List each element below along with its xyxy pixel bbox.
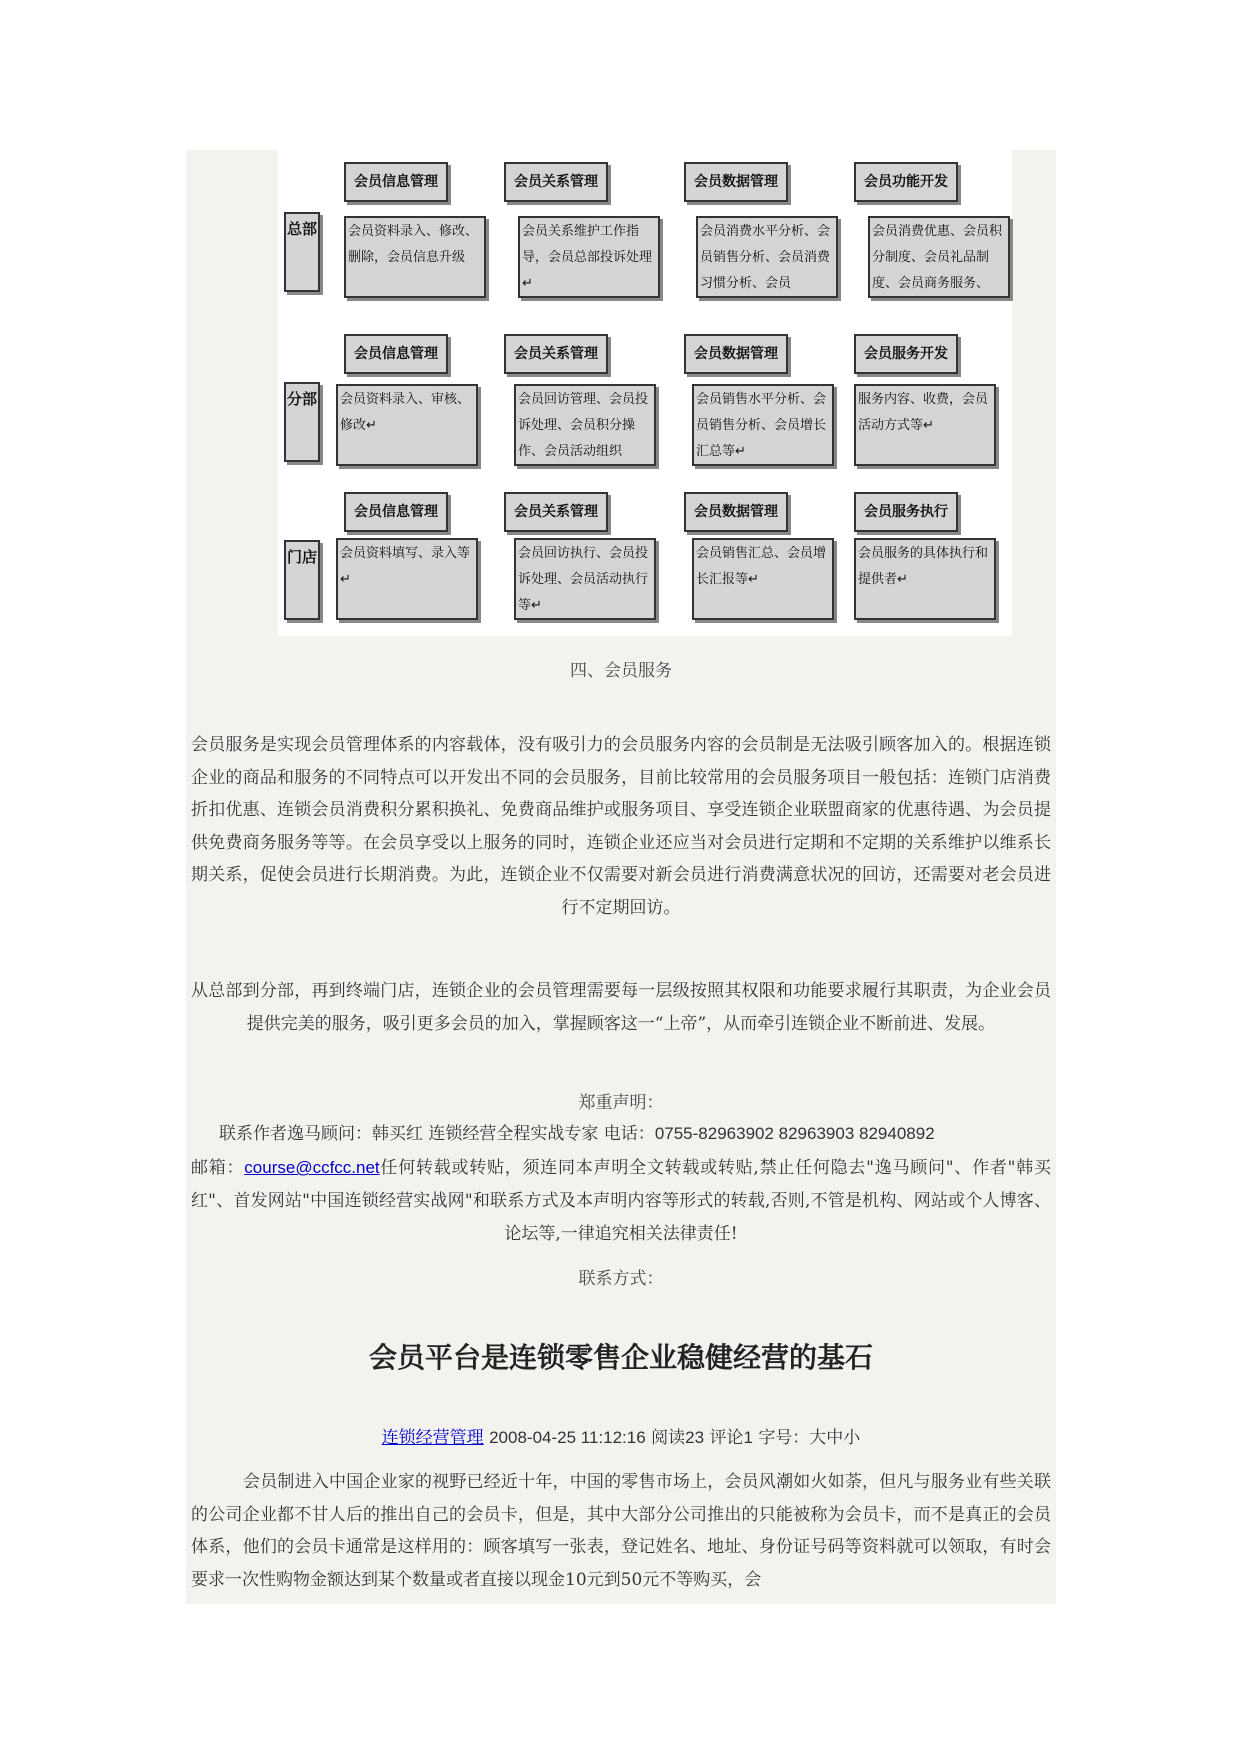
diagram-content: 会员回访管理、会员投诉处理、会员积分操作、会员活动组织	[514, 384, 656, 466]
phone-numbers: 0755-82963902 82963903 82940892	[654, 1124, 935, 1143]
author-line	[191, 1117, 1051, 1151]
article-title: 会员平台是连锁零售企业稳健经营的基石	[368, 1341, 873, 1374]
statement-heading: 郑重声明：	[578, 1093, 664, 1113]
diagram-title: 会员关系管理	[504, 492, 608, 532]
diagram-content: 会员资料录入、修改、删除，会员信息升级	[344, 216, 486, 298]
diagram-content: 会员消费优惠、会员积分制度、会员礼品制度、会员商务服务、	[868, 216, 1010, 298]
diagram-title: 会员信息管理	[344, 162, 448, 202]
diagram-title: 会员信息管理	[344, 334, 448, 374]
article-body: 会员制进入中国企业家的视野已经近十年，中国的零售市场上，会员风潮如火如荼，但凡与服务业有些关联的公司企业都不甘人后的推出自己的会员卡，但是，其中大部分公司推出的只能被称为会员卡，而不是真正的会员体系，他们的会员卡通常是这样用的：顾客填写一张表，登记姓名、地址、身份证号码等资料就可以领取，有时会要求一次性购物金额达到某个数量或者直接以现金10元到50元不等购买，会	[191, 1472, 1051, 1590]
member-management-diagram	[278, 150, 1012, 636]
diagram-title: 会员服务执行	[854, 492, 958, 532]
diagram-content: 会员资料填写、录入等↵	[336, 538, 478, 620]
comment-count: 1	[743, 1428, 753, 1447]
level-headquarters: 总部	[284, 212, 320, 292]
level-branch: 分部	[284, 382, 320, 462]
read-label: 阅读	[651, 1428, 686, 1448]
article-meta	[186, 1423, 1056, 1448]
section-title: 四、会员服务	[570, 661, 672, 681]
diagram-content: 会员关系维护工作指导，会员总部投诉处理↵	[518, 216, 660, 298]
diagram-title: 会员数据管理	[684, 492, 788, 532]
category-link[interactable]: 连锁经营管理	[381, 1428, 484, 1448]
author-text: 联系作者逸马顾问：韩买红 连锁经营全程实战专家 电话：	[219, 1124, 655, 1144]
diagram-content: 会员服务的具体执行和提供者↵	[854, 538, 996, 620]
diagram-content: 会员消费水平分析、会员销售分析、会员消费习惯分析、会员	[696, 216, 838, 298]
diagram-title: 会员功能开发	[854, 162, 958, 202]
diagram-title: 会员服务开发	[854, 334, 958, 374]
article-datetime: 2008-04-25 11:12:16	[489, 1428, 646, 1447]
diagram-content: 会员回访执行、会员投诉处理、会员活动执行等↵	[514, 538, 656, 620]
font-size-control[interactable]: 字号：大中小	[758, 1428, 861, 1448]
level-store: 门店	[284, 540, 320, 620]
diagram-content: 会员销售水平分析、会员销售分析、会员增长汇总等↵	[692, 384, 834, 466]
diagram-content: 会员资料录入、审核、修改↵	[336, 384, 478, 466]
copyright-notice	[191, 1151, 1051, 1251]
diagram-content: 会员销售汇总、会员增长汇报等↵	[692, 538, 834, 620]
email-label: 邮箱：	[191, 1158, 245, 1178]
member-service-paragraph: 会员服务是实现会员管理体系的内容载体，没有吸引力的会员服务内容的会员制是无法吸引顾客加入的。根据连锁企业的商品和服务的不同特点可以开发出不同的会员服务，目前比较常用的会员服务项目一般包括：连锁门店消费折扣优惠、连锁会员消费积分累积换礼、免费商品维护或服务项目、享受连锁企业联盟商家的优惠待遇、为会员提供免费商务服务等等。在会员享受以上服务的同时，连锁企业还应当对会员进行定期和不定期的关系维护以维系长期关系，促使会员进行长期消费。为此，连锁企业不仅需要对新会员进行消费满意状况的回访，还需要对老会员进行不定期回访。	[191, 735, 1051, 918]
diagram-content: 服务内容、收费，会员活动方式等↵	[854, 384, 996, 466]
read-count: 23	[685, 1428, 705, 1447]
contact-heading: 联系方式：	[578, 1269, 664, 1289]
diagram-title: 会员关系管理	[504, 162, 608, 202]
diagram-title: 会员信息管理	[344, 492, 448, 532]
conclusion-paragraph: 从总部到分部，再到终端门店，连锁企业的会员管理需要每一层级按照其权限和功能要求履行其职责，为企业会员提供完美的服务，吸引更多会员的加入，掌握顾客这一“上帝”，从而牵引连锁企业不断前进、发展。	[191, 981, 1051, 1034]
statement-block	[191, 1117, 1051, 1251]
copyright-text: 任何转载或转贴，须连同本声明全文转载或转贴,禁止任何隐去"逸马顾问"、作者"韩买红"、首发网站"中国连锁经营实战网"和联系方式及本声明内容等形式的转载,否则,不管是机构、网站或个人博客、论坛等,一律追究相关法律责任!	[191, 1158, 1051, 1244]
diagram-title: 会员数据管理	[684, 334, 788, 374]
diagram-title: 会员数据管理	[684, 162, 788, 202]
email-link[interactable]: course@ccfcc.net	[244, 1158, 380, 1177]
comment-label: 评论	[709, 1428, 744, 1448]
diagram-title: 会员关系管理	[504, 334, 608, 374]
